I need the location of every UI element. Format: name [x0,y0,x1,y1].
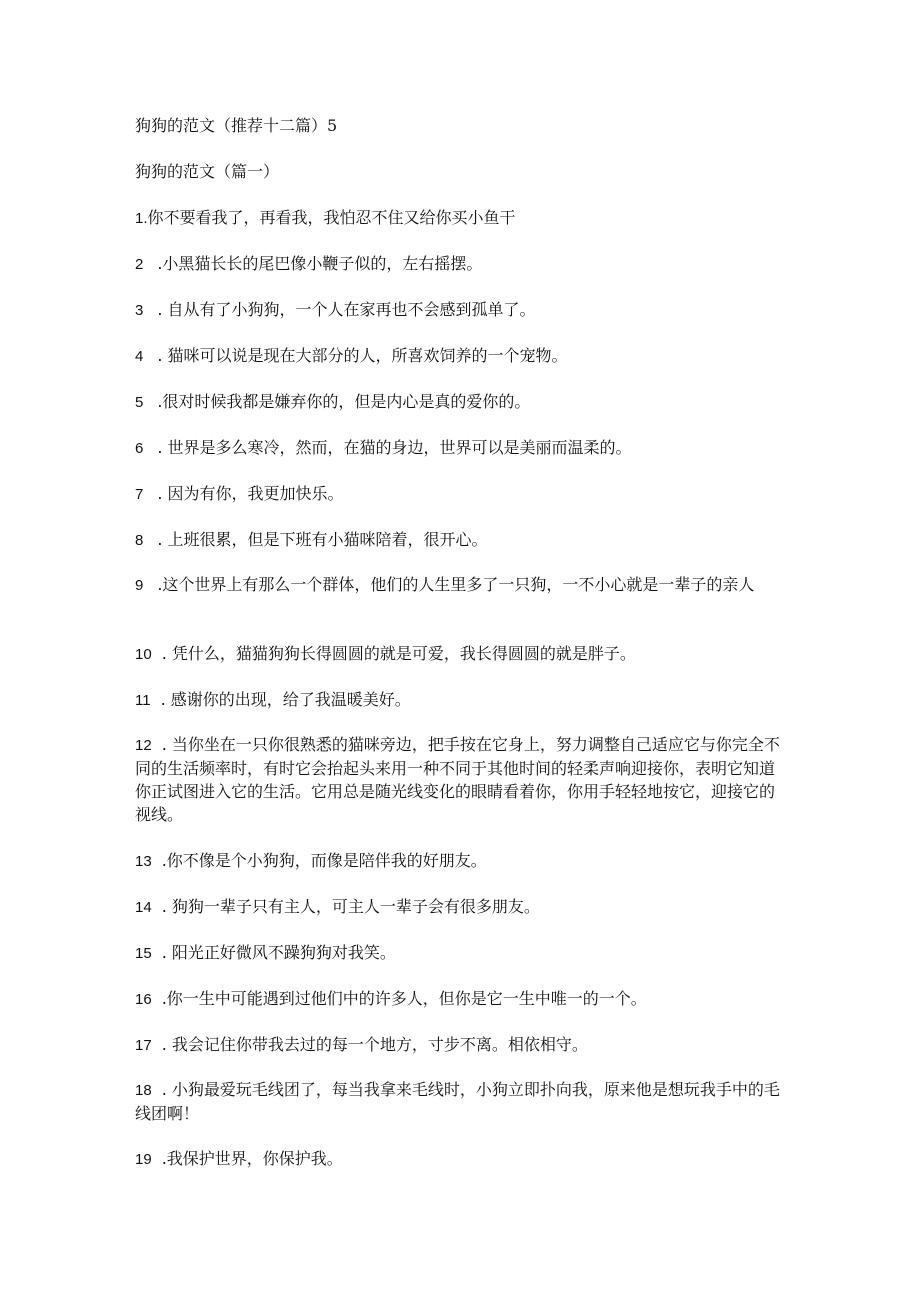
list-item [135,528,488,552]
item-text: .你不像是个小狗狗，而像是陪伴我的好朋友。 [161,851,487,870]
document-title: 狗狗的范文（推荐十二篇）5 [135,116,338,135]
item-number: 10 [135,646,152,663]
list-item [135,688,411,712]
list-item [135,1033,588,1057]
list-item [135,206,516,230]
item-text: . 小狗最爱玩毛线团了，每当我拿来毛线时，小狗立即扑向我，原来他是想玩我手中的毛线团啊！ [135,1080,780,1123]
section-heading: 狗狗的范文（篇一） [135,162,280,181]
list-item [135,642,636,666]
item-text: . 自从有了小狗狗，一个人在家再也不会感到孤单了。 [157,300,536,319]
item-text: . 当你坐在一只你很熟悉的猫咪旁边，把手按在它身上，努力调整自己适应它与你完全不同的生活频率时，有时它会抬起头来用一种不同于其他时间的轻柔声响迎接你，表明它知道你正试图进入它的生活。它用总是随光线变化的眼睛看着你，你用手轻轻地按它，迎接它的视线。 [135,735,780,824]
item-number: 5 [135,394,144,411]
item-text: . 阳光正好微风不躁狗狗对我笑。 [161,943,396,962]
item-text: . 凭什么，猫猫狗狗长得圆圆的就是可爱，我长得圆圆的就是胖子。 [161,644,636,663]
item-text: . 因为有你，我更加快乐。 [157,484,344,503]
item-text: . 猫咪可以说是现在大部分的人，所喜欢饲养的一个宠物。 [157,346,568,365]
item-number: 16 [135,991,152,1008]
list-item [135,298,536,322]
list-item [135,733,785,826]
item-text: . 狗狗一辈子只有主人，可主人一辈子会有很多朋友。 [161,897,540,916]
item-text: .你一生中可能遇到过他们中的许多人，但你是它一生中唯一的一个。 [161,989,647,1008]
item-number: 11 [135,692,151,709]
item-text: .小黑猫长长的尾巴像小鞭子似的，左右摇摆。 [157,254,483,273]
item-text: . 感谢你的出现，给了我温暖美好。 [160,690,411,709]
list-item [135,1078,785,1125]
item-number: 2 [135,256,144,273]
item-number: 15 [135,945,152,962]
item-number: 18 [135,1082,152,1099]
item-text: .这个世界上有那么一个群体，他们的人生里多了一只狗，一不小心就是一辈子的亲人 [157,575,755,594]
list-item [135,482,344,506]
item-text: .我保护世界，你保护我。 [161,1149,343,1168]
item-number: 14 [135,899,152,916]
list-item [135,436,632,460]
list-item [135,390,530,414]
item-number: 4 [135,348,144,365]
item-number: 6 [135,440,144,457]
item-number: 8 [135,532,144,549]
list-item [135,1147,343,1171]
item-number: 9 [135,577,144,594]
list-item [135,849,487,873]
item-text: .很对时候我都是嫌弃你的，但是内心是真的爱你的。 [157,392,531,411]
item-number: 17 [135,1037,152,1054]
item-text: . 世界是多么寒冷，然而，在猫的身边，世界可以是美丽而温柔的。 [157,438,632,457]
item-text: . 上班很累，但是下班有小猫咪陪着，很开心。 [157,530,488,549]
list-item [135,573,785,597]
list-item [135,987,647,1011]
item-number: 1. [135,210,148,227]
list-item [135,252,482,276]
item-text: 你不要看我了，再看我，我怕忍不住又给你买小鱼干 [147,208,516,227]
item-number: 7 [135,486,144,503]
item-text: . 我会记住你带我去过的每一个地方，寸步不离。相依相守。 [161,1035,588,1054]
item-number: 3 [135,302,144,319]
list-item [135,895,540,919]
list-item [135,344,568,368]
item-number: 12 [135,737,152,754]
list-item [135,941,396,965]
item-number: 19 [135,1151,152,1168]
item-number: 13 [135,853,152,870]
